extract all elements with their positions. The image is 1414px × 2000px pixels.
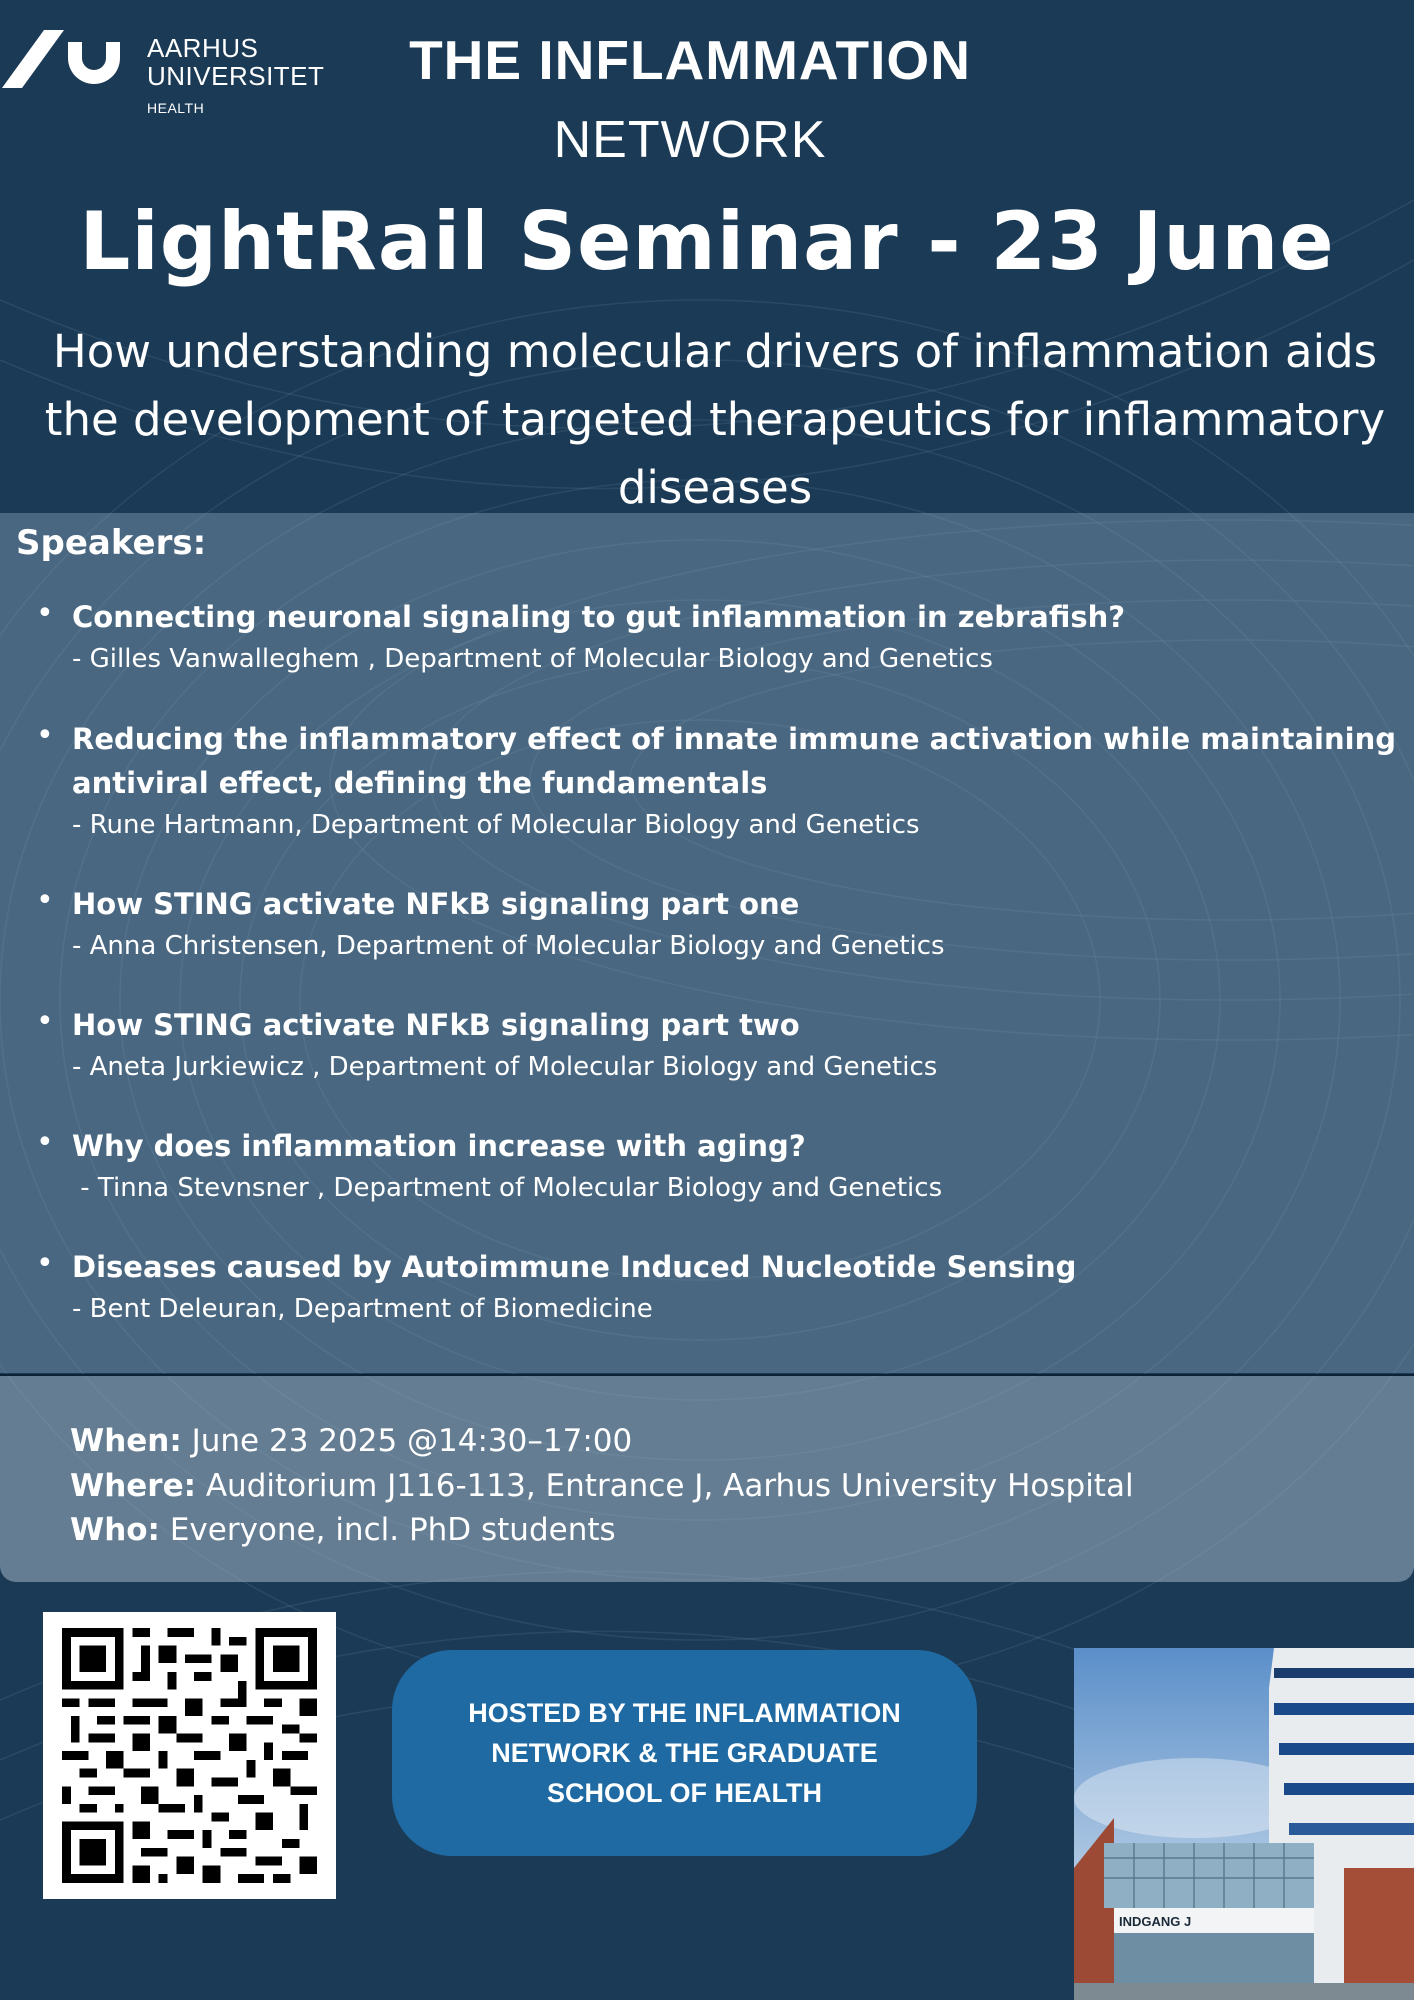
talk-title: • Diseases caused by Autoimmune Induced Nucleotide Sensing	[72, 1250, 1077, 1284]
talk-speaker: - Anna Christensen, Department of Molecular Biology and Genetics	[72, 931, 945, 961]
where-value: Auditorium J116-113, Entrance J, Aarhus University Hospital	[196, 1468, 1134, 1504]
talk-item	[34, 1003, 1396, 1087]
host-text: HOSTED BY THE INFLAMMATION NETWORK & THE GRADUATE SCHOOL OF HEALTH	[468, 1698, 901, 1808]
when-label: When:	[70, 1423, 182, 1459]
when-value: June 23 2025 @14:30–17:00	[181, 1423, 633, 1459]
talk-speaker: - Rune Hartmann, Department of Molecular Biology and Genetics	[72, 810, 920, 840]
where-label: Where:	[70, 1468, 196, 1504]
seminar-topic: How understanding molecular drivers of inflammation aids the development of targeted therapeutics for inflammatory diseases	[44, 325, 1386, 514]
au-logo-icon	[2, 28, 122, 88]
who-line	[70, 1512, 616, 1548]
talk-item	[34, 1124, 1396, 1208]
talk-speaker: - Bent Deleuran, Department of Biomedicine	[72, 1294, 653, 1324]
talk-title: • How STING activate NFkB signaling part one	[72, 887, 800, 921]
seminar-title: LightRail Seminar - 23 June	[79, 195, 1335, 288]
event-info-panel	[0, 1374, 1414, 1582]
talk-title: • Why does inflammation increase with aging?	[72, 1129, 806, 1163]
building-photo	[1074, 1648, 1414, 2000]
talk-speaker: - Gilles Vanwalleghem , Department of Molecular Biology and Genetics	[72, 644, 993, 674]
talk-item	[34, 717, 1396, 845]
qr-code-icon	[59, 1628, 320, 1883]
aarhus-university-logo	[0, 24, 325, 124]
talk-item	[34, 1245, 1396, 1329]
talk-speaker: - Tinna Stevnsner , Department of Molecular Biology and Genetics	[72, 1173, 943, 1203]
entrance-sign: INDGANG J	[1119, 1914, 1192, 1929]
logo-name: AARHUS UNIVERSITET	[147, 33, 325, 91]
talk-list	[34, 595, 1396, 1329]
where-line	[70, 1468, 1134, 1504]
qr-code[interactable]	[43, 1612, 336, 1899]
talk-title: • Reducing the inflammatory effect of innate immune activation while maintaining antiviral effect, defining the fundamentals	[72, 722, 1396, 800]
talk-item	[34, 595, 1396, 679]
talk-title: • How STING activate NFkB signaling part two	[72, 1008, 800, 1042]
speakers-panel	[0, 513, 1414, 1373]
speakers-heading: Speakers:	[16, 523, 207, 563]
network-subtitle: NETWORK	[553, 111, 827, 169]
talk-item	[34, 882, 1396, 966]
talk-speaker: - Aneta Jurkiewicz , Department of Molecular Biology and Genetics	[72, 1052, 938, 1082]
when-line	[70, 1423, 632, 1459]
network-title: THE INFLAMMATION	[409, 29, 971, 91]
who-value: Everyone, incl. PhD students	[159, 1512, 616, 1548]
who-label: Who:	[70, 1512, 160, 1548]
hospital-building-image	[1074, 1648, 1414, 2000]
host-badge	[392, 1650, 977, 1856]
talk-title: • Connecting neuronal signaling to gut inflammation in zebrafish?	[72, 600, 1126, 634]
logo-subtitle: HEALTH	[147, 100, 205, 116]
